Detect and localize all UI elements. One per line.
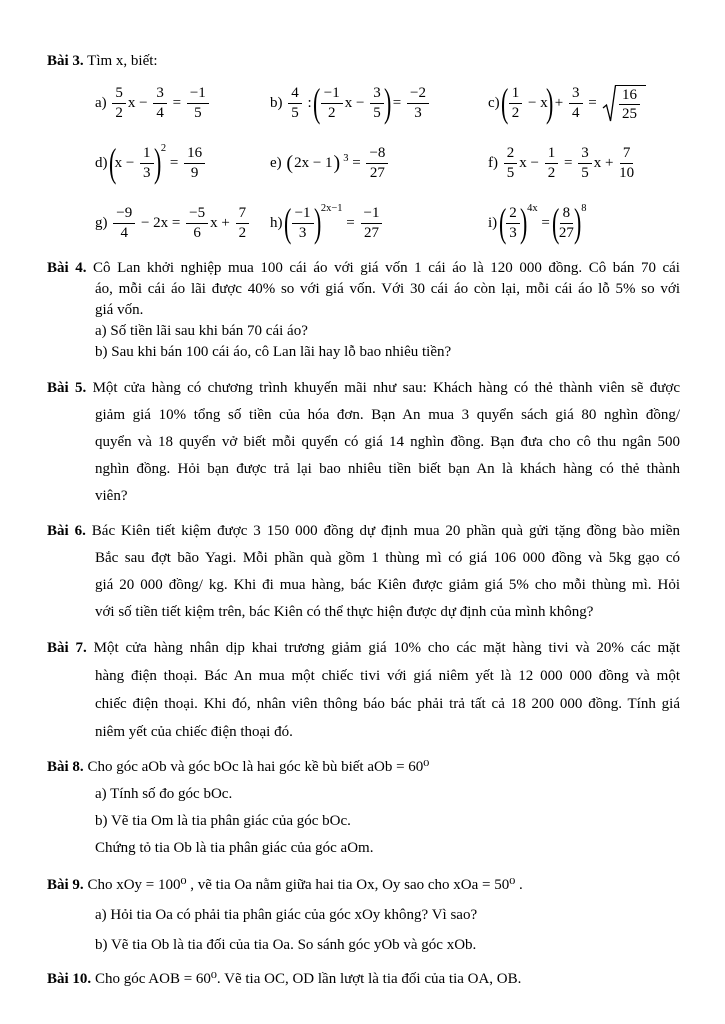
exponent: 3 bbox=[343, 153, 349, 164]
problem-label: Bài 6. bbox=[47, 523, 86, 539]
numerator: 1 bbox=[545, 145, 559, 164]
math-text: 2x − 1 bbox=[294, 154, 333, 171]
group-content bbox=[319, 85, 386, 122]
denominator: 3 bbox=[414, 104, 422, 121]
math-text: − 2x = bbox=[137, 214, 185, 231]
paren-group bbox=[109, 140, 167, 185]
text-line: giá 20 000 đồng/ kg. Khi đi mua hàng, bác Kiên được giảm giá 5% cho mỗi thùng mì. Hỏi bbox=[95, 577, 680, 593]
problem-label: Bài 5. bbox=[47, 380, 87, 396]
radicand bbox=[615, 85, 646, 124]
numerator: −1 bbox=[321, 85, 343, 104]
fraction bbox=[321, 85, 343, 122]
text-line: giảm giá 10% tổng số tiền của hóa đơn. Bạn An mua 3 quyển sách giá 80 nghìn đồng/ bbox=[95, 407, 680, 423]
fraction bbox=[288, 85, 302, 122]
numerator: 16 bbox=[184, 145, 205, 164]
close-paren: ) bbox=[573, 200, 582, 245]
denominator: 2 bbox=[238, 224, 247, 241]
fraction bbox=[370, 85, 384, 122]
denominator: 4 bbox=[156, 104, 164, 121]
math-text: h) bbox=[270, 214, 287, 231]
math-text: x + bbox=[593, 154, 618, 171]
problem-bai-6 bbox=[47, 518, 680, 626]
numerator: −1 bbox=[187, 85, 209, 104]
fraction bbox=[545, 145, 559, 182]
math-text: : bbox=[303, 94, 316, 111]
open-paren: ( bbox=[286, 152, 294, 174]
fraction bbox=[361, 205, 383, 242]
problem-bai-7 bbox=[47, 634, 680, 746]
text-line: a) Số tiền lãi sau khi bán 70 cái áo? bbox=[95, 323, 308, 339]
math-text: x − bbox=[344, 94, 369, 111]
fraction bbox=[504, 145, 518, 182]
text-line bbox=[47, 754, 680, 781]
equation bbox=[95, 198, 270, 248]
denominator: 2 bbox=[327, 104, 336, 121]
text-line: a) Hỏi tia Oa có phải tia phân giác của góc xOy không? Vì sao? bbox=[95, 907, 478, 923]
line-text: Cho góc aOb và góc bOc là hai góc kề bù biết aOb = 60⁰ bbox=[83, 759, 430, 775]
problem-label: Bài 3. bbox=[47, 53, 84, 69]
text-line: niêm yết của chiếc điện thoại đó. bbox=[95, 724, 293, 740]
denominator: 3 bbox=[298, 224, 307, 241]
numerator: 3 bbox=[569, 85, 583, 104]
problem-label: Bài 8. bbox=[47, 759, 84, 775]
problem-bai-10 bbox=[47, 968, 680, 990]
group-content bbox=[115, 145, 156, 182]
numerator: 4 bbox=[288, 85, 302, 104]
fraction bbox=[506, 205, 520, 242]
math-text: c) bbox=[488, 94, 504, 111]
fraction bbox=[578, 145, 592, 182]
math-text: x + bbox=[210, 214, 234, 231]
open-paren: ( bbox=[498, 200, 507, 245]
text-line: b) Vẽ tia Ob là tia đối của tia Oa. So sánh góc yOb và góc xOb. bbox=[95, 937, 477, 953]
fraction bbox=[187, 85, 209, 122]
problem-label: Bài 9. bbox=[47, 877, 84, 893]
paren-group bbox=[551, 200, 587, 245]
numerator: 2 bbox=[504, 145, 518, 164]
equation bbox=[488, 198, 680, 248]
numerator: 3 bbox=[578, 145, 592, 164]
fraction bbox=[112, 85, 126, 122]
numerator: −8 bbox=[366, 145, 388, 164]
open-paren: ( bbox=[551, 200, 559, 245]
math-text: e) bbox=[270, 154, 286, 171]
line-text: Cho góc AOB = 60⁰. Vẽ tia OC, OD lần lượt là tia đối của tia OA, OB. bbox=[91, 971, 522, 987]
math-text: − x bbox=[524, 94, 548, 111]
close-paren: ) bbox=[545, 80, 554, 125]
problem-label: Bài 4. bbox=[47, 260, 87, 276]
text-line: Chứng tỏ tia Ob là tia phân giác của góc aOm. bbox=[95, 840, 374, 856]
denominator: 25 bbox=[621, 106, 637, 123]
denominator: 3 bbox=[509, 224, 517, 241]
equation-grid bbox=[95, 78, 680, 248]
numerator: 3 bbox=[370, 85, 384, 104]
problem-bai-4 bbox=[47, 258, 680, 363]
open-paren: ( bbox=[284, 200, 292, 245]
math-text: = bbox=[584, 94, 601, 111]
equation bbox=[488, 138, 680, 188]
fraction bbox=[153, 85, 167, 122]
text-line bbox=[47, 518, 680, 545]
close-paren: ) bbox=[333, 152, 341, 174]
denominator: 27 bbox=[558, 224, 574, 241]
numerator: 7 bbox=[620, 145, 634, 164]
paren-group bbox=[285, 153, 348, 173]
text-line bbox=[47, 50, 680, 72]
equation bbox=[95, 78, 270, 128]
denominator: 4 bbox=[120, 224, 128, 241]
exponent: 2 bbox=[160, 143, 167, 154]
paren-group bbox=[498, 200, 538, 245]
close-paren: ) bbox=[153, 140, 161, 185]
exponent: 4x bbox=[527, 203, 538, 214]
denominator: 6 bbox=[193, 224, 201, 241]
problem-bai-9 bbox=[47, 870, 680, 960]
text-line: Bắc sau đợt bão Yagi. Mỗi phần quà gồm 1 thùng mì có giá 106 000 đồng và 5kg gạo có bbox=[95, 550, 680, 566]
close-paren: ) bbox=[519, 200, 528, 245]
problem-label: Bài 7. bbox=[47, 640, 87, 656]
denominator: 5 bbox=[291, 104, 299, 121]
group-content bbox=[294, 155, 332, 172]
paren-group bbox=[284, 200, 343, 245]
text-line: chiếc điện thoại. Khi đó, nhân viên thông báo bác phải trả tất cả 18 200 000 đồng. Tính giá bbox=[95, 696, 680, 712]
math-text: g) bbox=[95, 214, 112, 231]
math-text: = bbox=[537, 214, 554, 231]
text-line bbox=[47, 634, 680, 662]
close-paren: ) bbox=[383, 80, 392, 125]
denominator: 27 bbox=[369, 164, 385, 181]
fraction bbox=[186, 205, 208, 242]
denominator: 5 bbox=[194, 104, 202, 121]
paren-group bbox=[501, 80, 554, 125]
fraction bbox=[559, 205, 574, 242]
numerator: 2 bbox=[506, 205, 520, 224]
math-text: + bbox=[551, 94, 567, 111]
text-line: giá vốn. bbox=[95, 302, 144, 318]
numerator: 8 bbox=[560, 205, 574, 224]
math-text: = bbox=[560, 154, 577, 171]
denominator: 9 bbox=[190, 164, 199, 181]
math-text: = bbox=[342, 214, 359, 231]
text-line: áo, mỗi cái áo lãi được 40% so với giá vốn. Với 30 cái áo còn lại, mỗi cái áo lỗ 5% so với bbox=[95, 281, 680, 297]
fraction bbox=[619, 87, 640, 124]
text-line bbox=[47, 258, 680, 279]
numerator: 16 bbox=[619, 87, 640, 106]
math-text: = bbox=[389, 94, 405, 111]
problem-label: Bài 10. bbox=[47, 971, 92, 987]
numerator: 1 bbox=[140, 145, 154, 164]
numerator: −1 bbox=[361, 205, 383, 224]
math-text: x − bbox=[127, 94, 152, 111]
open-paren: ( bbox=[313, 80, 321, 125]
problem-bai-8 bbox=[47, 754, 680, 862]
denominator: 2 bbox=[115, 104, 123, 121]
text-line: b) Vẽ tia Om là tia phân giác của góc bOc. bbox=[95, 813, 351, 829]
problem-bai-3 bbox=[47, 50, 680, 248]
exponent: 2x−1 bbox=[320, 203, 343, 214]
denominator: 4 bbox=[572, 104, 580, 121]
equation bbox=[95, 138, 270, 188]
numerator: 1 bbox=[509, 85, 523, 104]
fraction bbox=[236, 205, 250, 242]
denominator: 27 bbox=[364, 224, 379, 241]
numerator: −1 bbox=[292, 205, 314, 224]
numerator: −2 bbox=[407, 85, 429, 104]
denominator: 2 bbox=[547, 164, 556, 181]
fraction bbox=[184, 145, 205, 182]
open-paren: ( bbox=[501, 80, 509, 125]
equation bbox=[270, 198, 488, 248]
math-text: b) bbox=[270, 94, 287, 111]
text-line: quyển và 18 quyển vở biết mỗi quyển có giá 14 nghìn đồng. Bạn đưa cho cô thu ngân 500 bbox=[95, 434, 680, 450]
math-text: x − bbox=[519, 154, 543, 171]
text-line bbox=[47, 968, 680, 990]
math-text: = bbox=[168, 94, 185, 111]
group-content bbox=[290, 205, 316, 242]
fraction bbox=[366, 145, 388, 182]
text-line: viên? bbox=[95, 488, 128, 504]
text-line: a) Tính số đo góc bOc. bbox=[95, 786, 233, 802]
denominator: 2 bbox=[511, 104, 520, 121]
denominator: 10 bbox=[619, 164, 635, 181]
fraction bbox=[113, 205, 135, 242]
group-content bbox=[507, 85, 548, 122]
problem-bai-5 bbox=[47, 375, 680, 510]
open-paren: ( bbox=[109, 140, 117, 185]
numerator: 5 bbox=[112, 85, 126, 104]
line-text: Cho xOy = 100⁰ , vẽ tia Oa nằm giữa hai tia Ox, Oy sao cho xOa = 50⁰ . bbox=[83, 877, 523, 893]
line-text: Một cửa hàng có chương trình khuyến mãi như sau: Khách hàng có thẻ thành viên sẽ được bbox=[86, 380, 680, 396]
equation bbox=[270, 78, 488, 128]
line-text: Cô Lan khởi nghiệp mua 100 cái áo với giá vốn 1 cái áo là 120 000 đồng. Cô bán 70 cái bbox=[86, 260, 680, 276]
line-text: Bác Kiên tiết kiệm được 3 150 000 đồng dự định mua 20 phần quà gửi tặng đồng bào miền bbox=[85, 523, 680, 539]
close-paren: ) bbox=[313, 200, 321, 245]
line-text: Một cửa hàng nhân dịp khai trương giảm giá 10% cho các mặt hàng tivi và 20% các mặt bbox=[86, 640, 680, 656]
equation bbox=[488, 78, 680, 128]
fraction bbox=[619, 145, 634, 182]
fraction bbox=[509, 85, 523, 122]
text-line: nghìn đồng. Hỏi bạn được trả lại bao nhiêu tiền biết bạn An là khách hàng có thẻ thành bbox=[95, 461, 680, 477]
fraction bbox=[569, 85, 583, 122]
worksheet bbox=[47, 50, 680, 990]
math-text: = bbox=[348, 154, 365, 171]
text-line bbox=[47, 375, 680, 402]
numerator: −5 bbox=[186, 205, 208, 224]
math-text: i) bbox=[488, 214, 501, 231]
math-text: f) bbox=[488, 154, 502, 171]
math-text: x − bbox=[114, 154, 139, 171]
radical bbox=[602, 82, 646, 124]
line-text: Tìm x, biết: bbox=[83, 53, 158, 69]
fraction bbox=[407, 85, 429, 122]
math-text: = bbox=[166, 154, 183, 171]
numerator: 7 bbox=[236, 205, 250, 224]
numerator: 3 bbox=[153, 85, 167, 104]
numerator: −9 bbox=[113, 205, 135, 224]
exponent: 8 bbox=[581, 203, 587, 214]
equation bbox=[270, 138, 488, 188]
fraction bbox=[140, 145, 154, 182]
text-line: với số tiền tiết kiệm trên, bác Kiên có thể thực hiện được dự định của mình không? bbox=[95, 604, 594, 620]
math-text: d) bbox=[95, 154, 112, 171]
fraction bbox=[292, 205, 314, 242]
denominator: 3 bbox=[143, 164, 151, 181]
math-text: a) bbox=[95, 94, 111, 111]
denominator: 5 bbox=[506, 164, 515, 181]
text-line: hàng điện thoại. Bác An mua một chiếc tivi với giá niêm yết là 12 000 000 đồng và một bbox=[95, 668, 680, 684]
denominator: 5 bbox=[581, 164, 589, 181]
denominator: 5 bbox=[373, 104, 381, 121]
text-line: b) Sau khi bán 100 cái áo, cô Lan lãi hay lỗ bao nhiêu tiền? bbox=[95, 344, 452, 360]
paren-group bbox=[313, 80, 392, 125]
text-line bbox=[47, 870, 680, 900]
